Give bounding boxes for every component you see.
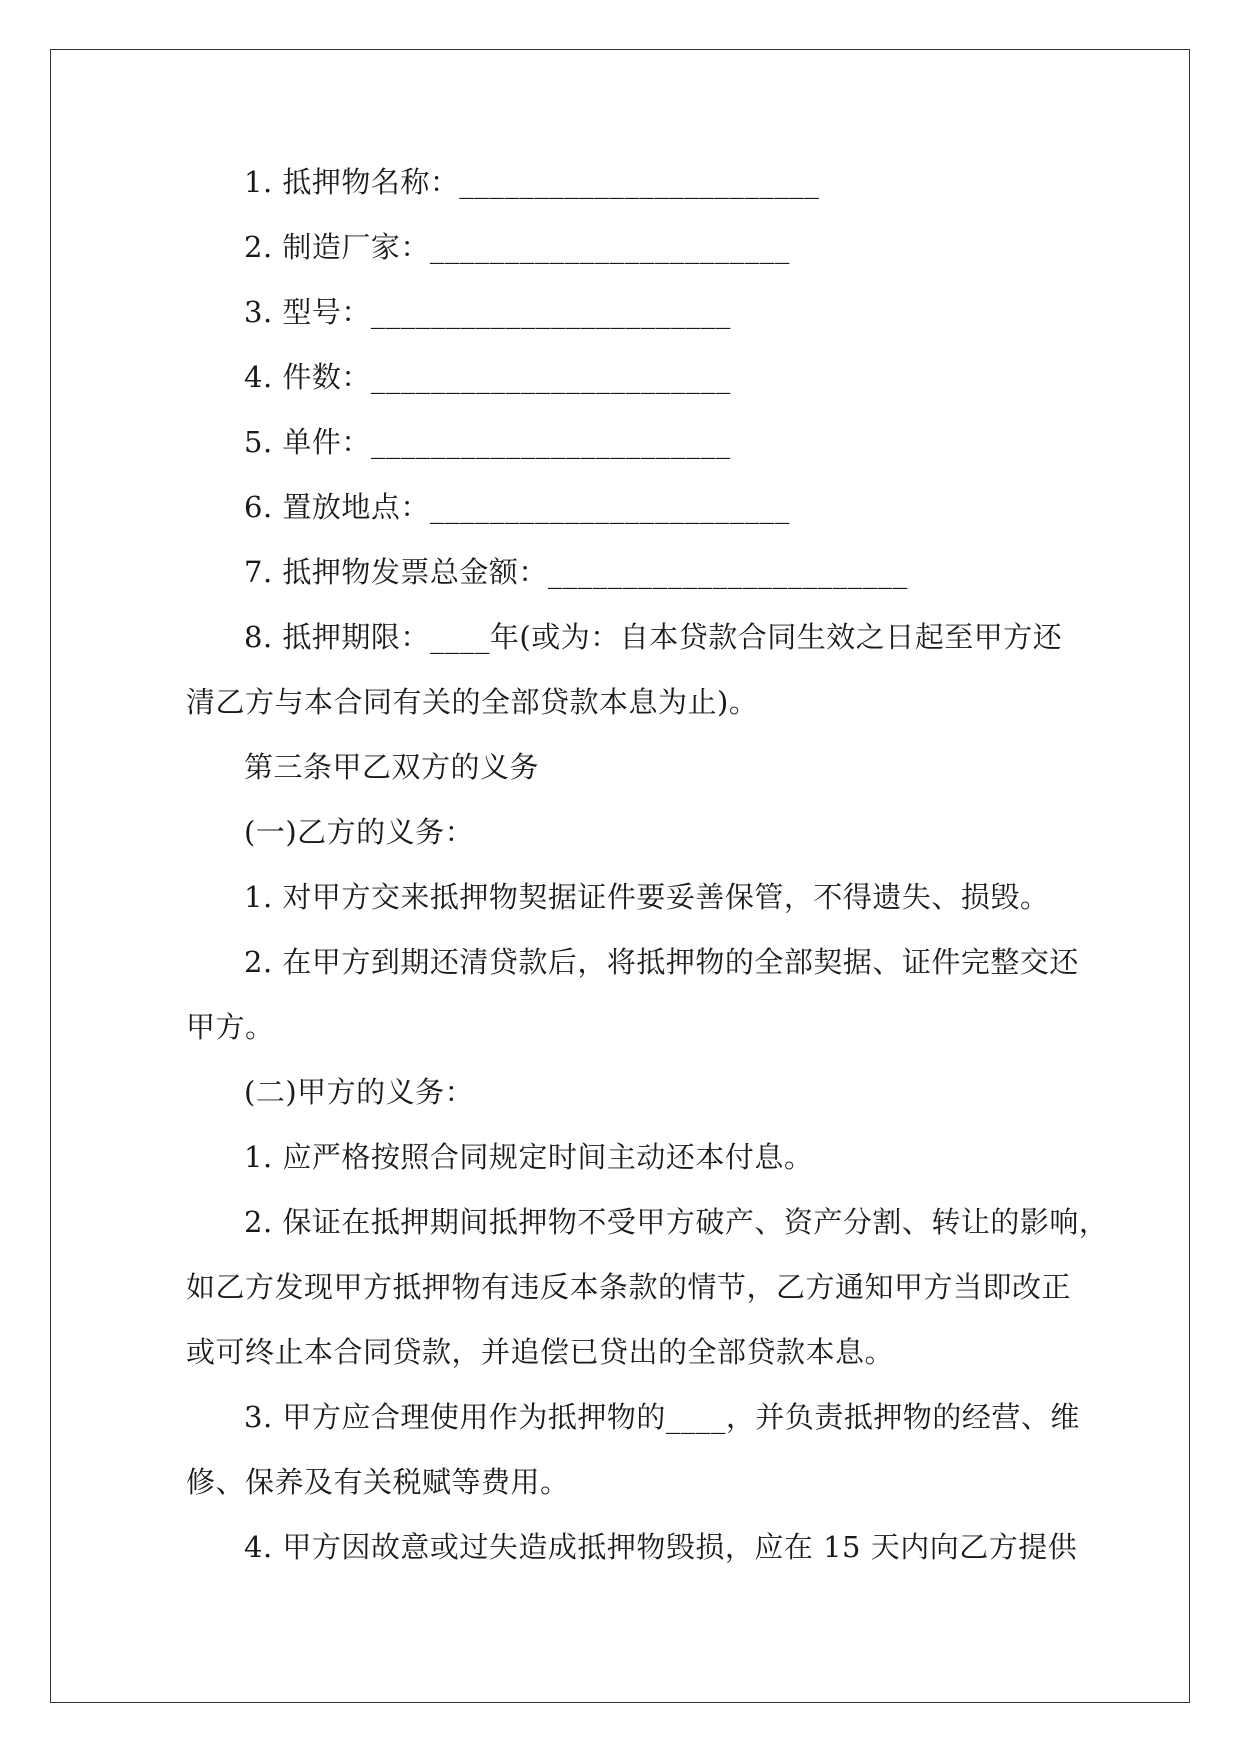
field-mortgage-term: 8. 抵押期限：____年(或为：自本贷款合同生效之日起至甲方还: [244, 620, 1063, 654]
paragraph-line: 4. 甲方因故意或过失造成抵押物毁损，应在 15 天内向乙方提供: [244, 1530, 1078, 1564]
subsection-heading: (一)乙方的义务：: [244, 815, 475, 849]
paragraph-line: 如乙方发现甲方抵押物有违反本条款的情节，乙方通知甲方当即改正: [186, 1270, 1072, 1304]
paragraph-line: 1. 应严格按照合同规定时间主动还本付息。: [244, 1140, 814, 1174]
field-quantity: 4. 件数：________________________: [244, 360, 731, 394]
paragraph-line: 3. 甲方应合理使用作为抵押物的____，并负责抵押物的经营、维: [244, 1400, 1080, 1434]
subsection-heading: (二)甲方的义务：: [244, 1075, 475, 1109]
paragraph-line: 或可终止本合同贷款，并追偿已贷出的全部贷款本息。: [186, 1335, 895, 1369]
paragraph-line: 1. 对甲方交来抵押物契据证件要妥善保管，不得遗失、损毁。: [244, 880, 1050, 914]
document-body: [186, 150, 1109, 1580]
field-invoice-amount: 7. 抵押物发票总金额：________________________: [244, 555, 908, 589]
paragraph-line: 甲方。: [186, 1010, 275, 1044]
paragraph-line: 2. 在甲方到期还清贷款后，将抵押物的全部契据、证件完整交还: [244, 945, 1079, 979]
field-unit-item: 5. 单件：________________________: [244, 425, 731, 459]
paragraph-line: 2. 保证在抵押期间抵押物不受甲方破产、资产分割、转让的影响，: [244, 1205, 1109, 1239]
paragraph-line: 修、保养及有关税赋等费用。: [186, 1465, 570, 1499]
field-manufacturer: 2. 制造厂家：________________________: [244, 230, 790, 264]
field-location: 6. 置放地点：________________________: [244, 490, 790, 524]
field-model: 3. 型号：________________________: [244, 295, 731, 329]
paragraph-line: 清乙方与本合同有关的全部贷款本息为止)。: [186, 685, 759, 719]
field-collateral-name: 1. 抵押物名称：________________________: [244, 165, 820, 199]
section-heading: 第三条甲乙双方的义务: [244, 750, 540, 784]
